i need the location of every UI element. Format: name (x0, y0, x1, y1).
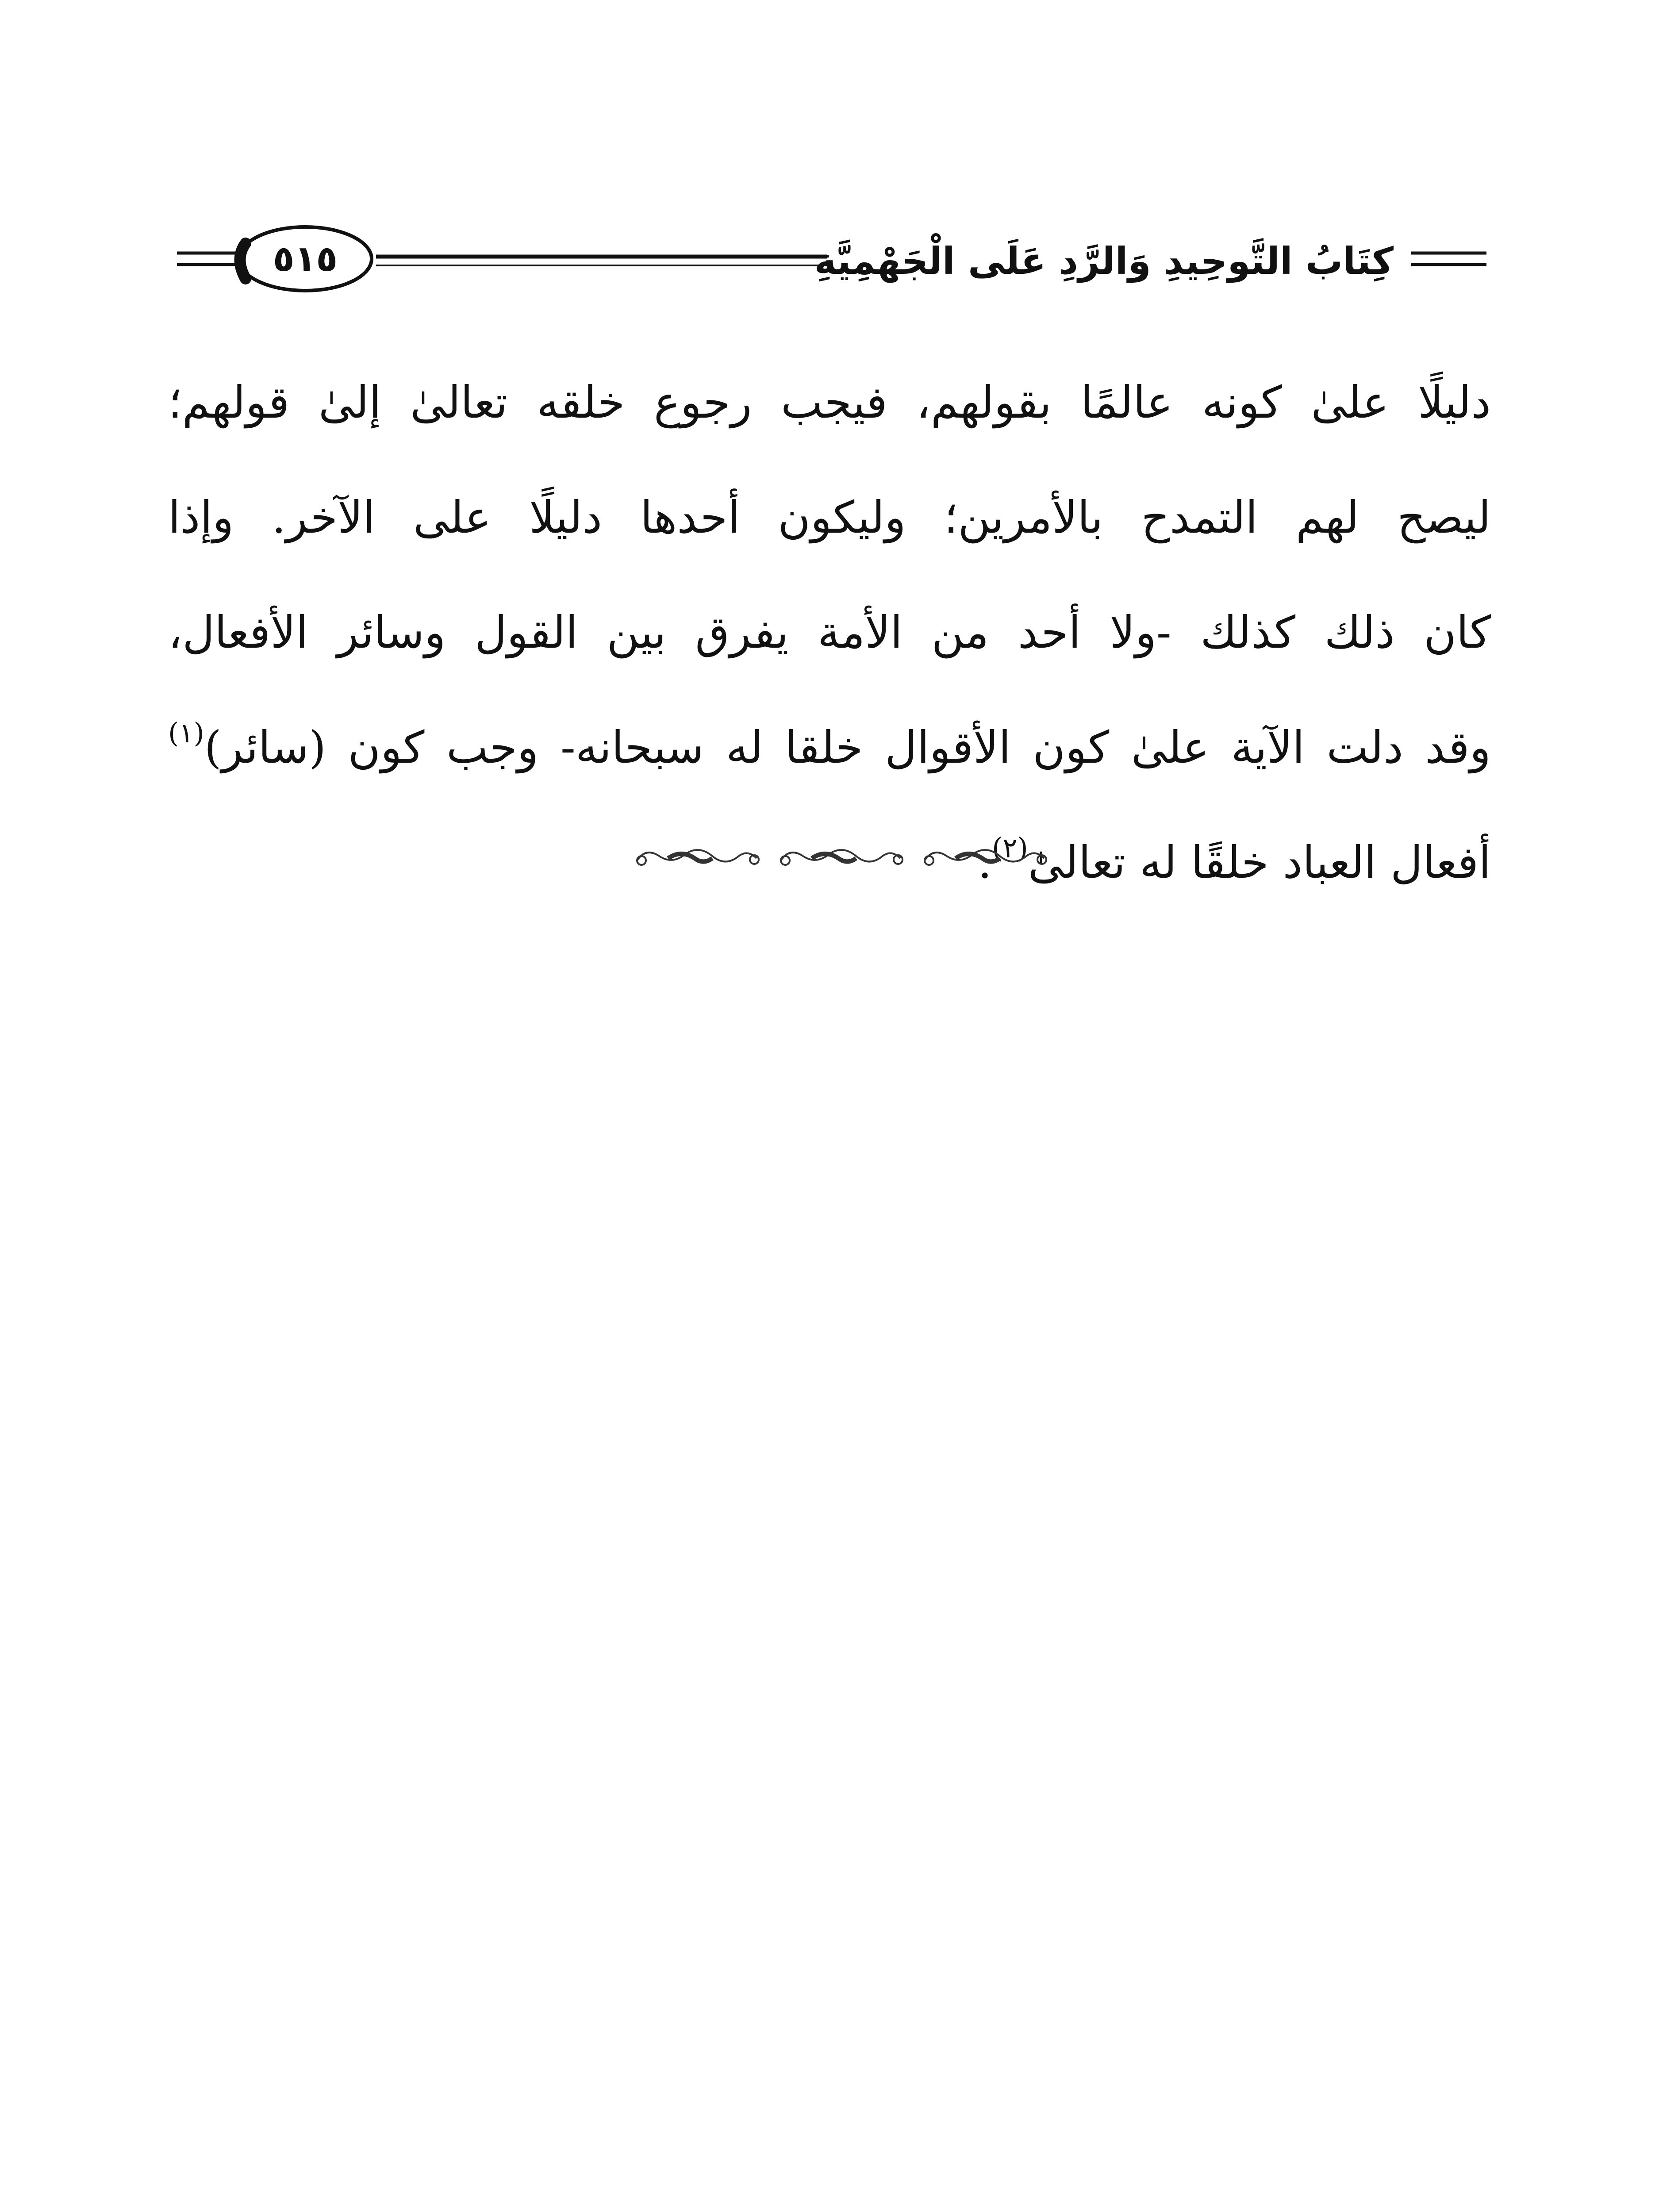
page-number: ٥١٥ (273, 238, 338, 279)
text-line: أفعال العباد خلقًا له تعالىٰ (1028, 837, 1491, 888)
text-line: وقد دلت الآية علىٰ كون الأقوال خلقا له سبحانه- وجب كون (سائر) (204, 722, 1491, 773)
footnote-reference: (١) (168, 717, 204, 749)
text-line: ليصح لهم التمدح بالأمرين؛ وليكون أحدها دليلًا على الآخر. وإذا (168, 492, 1491, 543)
main-text (168, 345, 1491, 920)
sentence-end: . (978, 837, 992, 888)
ornament-divider (628, 843, 1053, 874)
text-line-with-ref (168, 690, 1491, 805)
text-line: كان ذلك كذلك -ولا أحد من الأمة يفرق بين القول وسائر الأفعال، (168, 607, 1491, 658)
book-title: كِتَابُ التَّوحِيدِ وَالرَّدِ عَلَى الْجَهْمِيَّةِ (814, 239, 1394, 283)
text-line: دليلًا علىٰ كونه عالمًا بقولهم، فيجب رجوع خلقه تعالىٰ إلىٰ قولهم؛ (168, 376, 1491, 428)
footnote-reference: (٢) (992, 832, 1028, 864)
page-header (168, 212, 1495, 305)
